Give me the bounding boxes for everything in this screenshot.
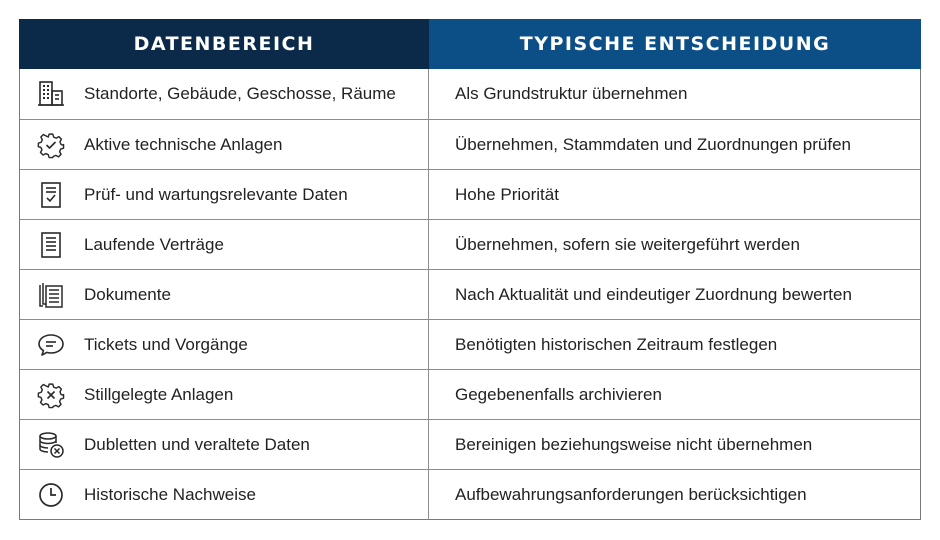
decision-text: Gegebenenfalls archivieren	[455, 384, 662, 404]
table-row	[20, 419, 920, 469]
database-x-icon	[37, 431, 65, 459]
decision-text: Nach Aktualität und eindeutiger Zuordnung bewerten	[455, 284, 852, 304]
document-icon	[37, 231, 65, 259]
decision-cell	[429, 170, 920, 219]
area-cell	[20, 220, 429, 269]
table-row	[20, 219, 920, 269]
decision-text: Übernehmen, Stammdaten und Zuordnungen prüfen	[455, 134, 851, 154]
gear-x-icon	[37, 381, 65, 409]
decision-cell	[429, 220, 920, 269]
checklist-icon	[37, 181, 65, 209]
area-text: Standorte, Gebäude, Geschosse, Räume	[84, 84, 396, 103]
area-text: Tickets und Vorgänge	[84, 334, 248, 354]
table-row	[20, 319, 920, 369]
table-row	[20, 269, 920, 319]
decision-text: Übernehmen, sofern sie weitergeführt werden	[455, 234, 800, 254]
decision-cell	[429, 320, 920, 369]
area-cell	[20, 320, 429, 369]
decision-cell	[429, 370, 920, 419]
decision-cell	[429, 470, 920, 519]
header-data-area: DATENBEREICH	[19, 19, 429, 69]
area-cell	[20, 370, 429, 419]
decision-text: Hohe Priorität	[455, 184, 559, 204]
area-cell	[20, 270, 429, 319]
table-header	[19, 19, 921, 69]
area-cell	[20, 120, 429, 169]
area-cell	[20, 420, 429, 469]
table-row	[20, 119, 920, 169]
decision-text: Benötigten historischen Zeitraum festlegen	[455, 334, 778, 354]
building-icon	[37, 80, 65, 108]
area-text: Laufende Verträge	[84, 234, 224, 254]
decision-text: Bereinigen beziehungsweise nicht übernehmen	[455, 434, 813, 454]
table-row	[20, 69, 920, 119]
area-cell	[20, 170, 429, 219]
area-text: Prüf- und wartungsrelevante Daten	[84, 184, 348, 204]
decision-cell	[429, 69, 920, 119]
table-row	[20, 469, 920, 519]
data-decision-table	[19, 19, 921, 520]
table-body	[19, 69, 921, 520]
gear-check-icon	[37, 131, 65, 159]
decision-text: Aufbewahrungsanforderungen berücksichtigen	[455, 484, 807, 504]
decision-cell	[429, 420, 920, 469]
area-text: Dubletten und veraltete Daten	[84, 434, 310, 454]
area-text: Aktive technische Anlagen	[84, 134, 283, 154]
area-text: Dokumente	[84, 284, 171, 304]
area-text: Historische Nachweise	[84, 484, 256, 504]
area-cell	[20, 470, 429, 519]
table-row	[20, 169, 920, 219]
area-cell	[20, 69, 429, 119]
area-text: Stillgelegte Anlagen	[84, 384, 234, 404]
table-row	[20, 369, 920, 419]
decision-cell	[429, 120, 920, 169]
chat-bubble-icon	[37, 331, 65, 359]
clock-icon	[37, 481, 65, 509]
header-typical-decision: TYPISCHE ENTSCHEIDUNG	[429, 19, 921, 69]
decision-text: Als Grundstruktur übernehmen	[455, 84, 688, 103]
documents-stack-icon	[37, 281, 65, 309]
decision-cell	[429, 270, 920, 319]
